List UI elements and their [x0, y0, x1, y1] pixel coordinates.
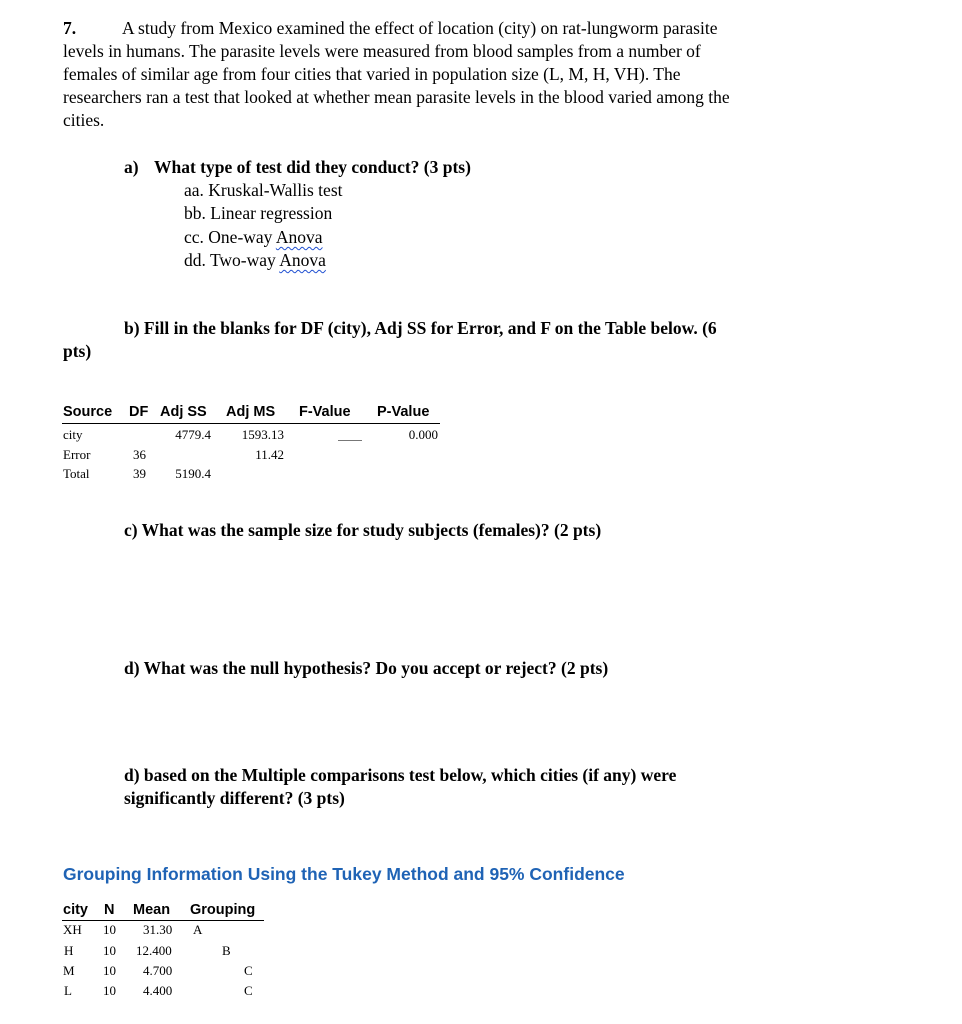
option-dd-text: Two-way	[209, 250, 280, 270]
anova-row-city-source: city	[63, 427, 83, 442]
question-line-5: cities.	[63, 110, 105, 130]
option-cc-wavy: Anova	[275, 227, 323, 247]
grouping-row-xh-n: 10	[103, 922, 116, 937]
option-cc-text: One-way	[208, 227, 276, 247]
grouping-row-m-n: 10	[103, 963, 116, 978]
anova-header-source: Source	[63, 404, 113, 420]
anova-row-city-p-value: 0.000	[408, 427, 438, 442]
grouping-row-h-mean: 12.400	[136, 943, 172, 958]
question-line-3: females of similar age from four cities that varied in population size (L, M, H, VH). The	[63, 64, 681, 84]
grouping-header-mean: Mean	[133, 902, 171, 918]
anova-row-city-adj-ms: 1593.13	[241, 427, 284, 442]
option-bb-text: Linear regression	[210, 203, 333, 223]
grouping-title: Grouping Information Using the Tukey Method and 95% Confidence	[63, 864, 625, 884]
anova-header-f-value: F-Value	[299, 404, 351, 420]
grouping-row-m-group: C	[244, 963, 253, 978]
part-c-question: c) What was the sample size for study subjects (females)? (2 pts)	[124, 520, 602, 540]
anova-header-rule	[62, 423, 440, 424]
grouping-row-h-group: B	[222, 943, 231, 958]
grouping-row-m-mean: 4.700	[143, 963, 173, 978]
part-d2-line-2: significantly different? (3 pts)	[124, 788, 345, 808]
grouping-row-xh-group: A	[193, 922, 203, 937]
part-d2-line-1: d) based on the Multiple comparisons test below, which cities (if any) were	[124, 765, 677, 785]
option-aa-prefix: aa.	[184, 180, 204, 200]
anova-row-total-adj-ss: 5190.4	[175, 466, 211, 481]
anova-header-p-value: P-Value	[377, 404, 430, 420]
grouping-row-l-mean: 4.400	[143, 983, 173, 998]
part-a-question: What type of test did they conduct? (3 pts)	[154, 157, 471, 177]
grouping-row-l-group: C	[244, 983, 253, 998]
grouping-header-n: N	[104, 902, 115, 918]
anova-blank-f-value	[338, 440, 362, 441]
anova-header-adj-ms: Adj MS	[226, 404, 276, 420]
question-line-2: levels in humans. The parasite levels were measured from blood samples from a number of	[63, 41, 701, 61]
option-aa-text: Kruskal-Wallis test	[208, 180, 343, 200]
grouping-row-l-city: L	[64, 983, 72, 998]
grouping-row-xh-city: XH	[63, 922, 82, 937]
part-d1-question: d) What was the null hypothesis? Do you accept or reject? (2 pts)	[124, 658, 609, 678]
anova-row-error-adj-ms: 11.42	[255, 447, 284, 462]
option-dd-prefix: dd.	[184, 250, 206, 270]
part-b-line-2: pts)	[63, 341, 92, 361]
grouping-row-xh-mean: 31.30	[143, 922, 173, 937]
anova-row-error-source: Error	[63, 447, 91, 462]
option-aa	[184, 179, 343, 202]
option-dd-wavy: Anova	[279, 250, 326, 270]
grouping-row-h-n: 10	[103, 943, 116, 958]
option-cc-prefix: cc.	[184, 227, 204, 247]
grouping-header-city: city	[63, 902, 88, 918]
option-cc	[184, 226, 323, 249]
grouping-row-l-n: 10	[103, 983, 116, 998]
anova-row-error-df: 36	[133, 447, 146, 462]
grouping-header-rule	[62, 920, 264, 921]
grouping-row-m-city: M	[63, 963, 75, 978]
anova-row-total-source: Total	[63, 466, 90, 481]
part-a-label: a)	[124, 157, 139, 177]
grouping-row-h-city: H	[64, 943, 74, 958]
anova-header-df: DF	[129, 404, 149, 420]
option-bb-prefix: bb.	[184, 203, 206, 223]
option-dd	[184, 249, 326, 272]
part-b-line-1: b) Fill in the blanks for DF (city), Adj SS for Error, and F on the Table below. (6	[124, 318, 717, 338]
option-bb	[184, 202, 332, 225]
question-line-1: A study from Mexico examined the effect of location (city) on rat-lungworm parasite	[122, 18, 718, 38]
anova-row-city-adj-ss: 4779.4	[175, 427, 211, 442]
anova-header-adj-ss: Adj SS	[160, 404, 207, 420]
question-number: 7.	[63, 18, 77, 38]
question-line-4: researchers ran a test that looked at whether mean parasite levels in the blood varied among the	[63, 87, 730, 107]
anova-row-total-df: 39	[133, 466, 146, 481]
grouping-header-grouping: Grouping	[190, 902, 256, 918]
